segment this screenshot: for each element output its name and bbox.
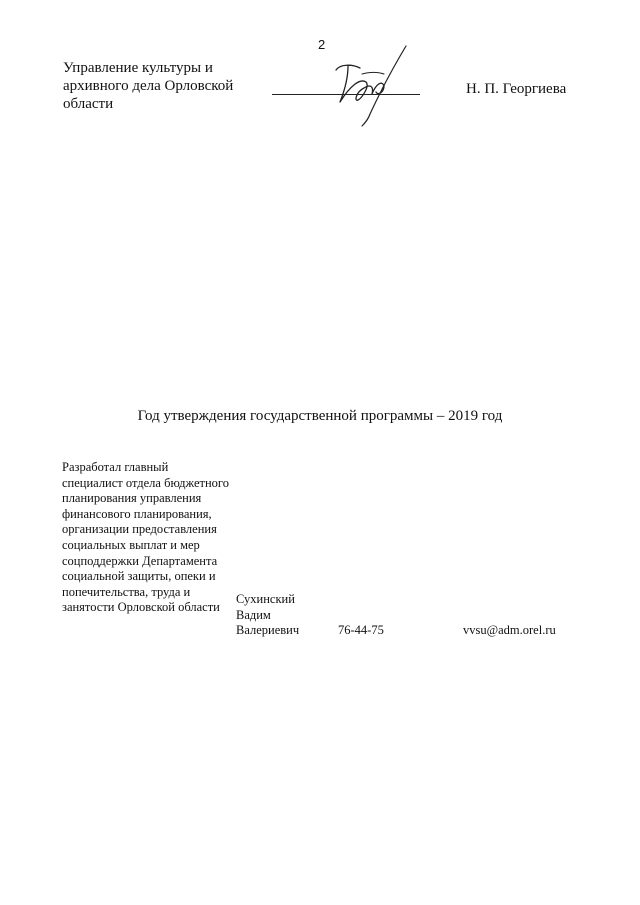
page-number: 2 — [318, 37, 326, 52]
developer-name: Сухинский Вадим Валериевич — [236, 592, 300, 638]
signature-block — [0, 0, 640, 140]
organization-name: Управление культуры и архивного дела Орловской области — [63, 60, 234, 112]
approval-year-statement: Год утверждения государственной программы – 2019 год — [137, 408, 503, 424]
signer-name: Н. П. Георгиева — [466, 81, 567, 97]
developer-email: vvsu@adm.orel.ru — [463, 623, 556, 637]
handwritten-signature — [326, 42, 416, 128]
developer-role: Разработал главный специалист отдела бюджетного планирования управления финансового планирования, организации предоставления социальных выплат и мер соцподдержки Департамента социальной защиты, опеки и попечительства, труда и занятости Орловской области — [62, 460, 229, 615]
developer-phone: 76-44-75 — [338, 623, 384, 637]
